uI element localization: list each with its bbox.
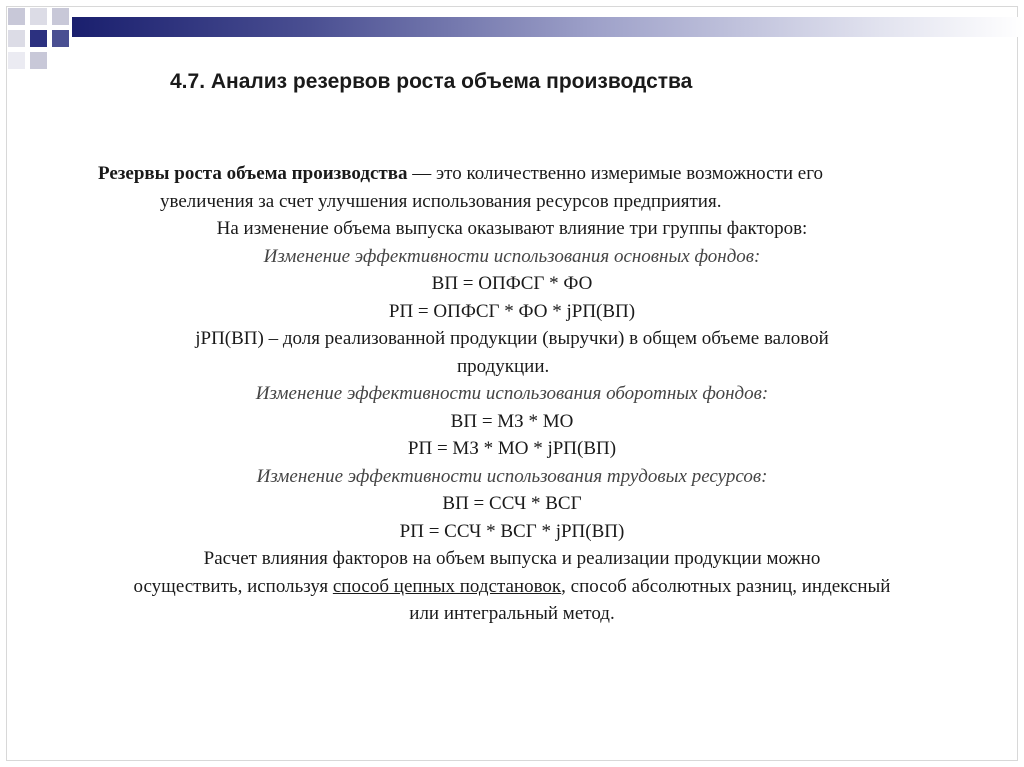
conclusion-text-pre: осуществить, используя — [133, 575, 333, 597]
intro-text: На изменение объема выпуска оказывают влияние три группы факторов: — [216, 218, 808, 239]
decor-square — [8, 30, 25, 47]
group3-heading: Изменение эффективности использования трудовых ресурсов: — [256, 465, 768, 487]
decor-square — [8, 52, 25, 69]
slide-title: 4.7. Анализ резервов роста объема производства — [170, 70, 693, 93]
header-gradient-bar — [72, 17, 1024, 37]
decor-square — [8, 8, 25, 25]
definition-term: Резервы роста объема производства — [98, 163, 408, 184]
conclusion-line-3: или интегральный метод. — [409, 603, 615, 624]
decor-square — [30, 30, 47, 47]
group3-formula-1: ВП = ССЧ * ВСГ — [442, 493, 582, 514]
group3-formula-2: РП = ССЧ * ВСГ * jРП(ВП) — [399, 520, 625, 542]
decor-square — [52, 30, 69, 47]
conclusion-line-2 — [40, 573, 984, 601]
decor-square — [52, 8, 69, 25]
group1-heading: Изменение эффективности использования основных фондов: — [263, 245, 761, 267]
definition-line-2: увеличения за счет улучшения использования ресурсов предприятия. — [160, 190, 722, 212]
group1-note-line-2: продукции. — [457, 355, 550, 377]
definition-text: — это количественно измеримые возможности его — [407, 163, 824, 184]
conclusion-line-1: Расчет влияния факторов на объем выпуска и реализации продукции можно — [203, 548, 821, 569]
definition-line-1 — [40, 160, 984, 188]
chain-substitution-link[interactable]: способ цепных подстановок — [332, 575, 562, 597]
decor-square — [30, 52, 47, 69]
slide-body — [40, 160, 984, 628]
group1-formula-1: ВП = ОПФСГ * ФО — [431, 273, 593, 294]
decor-square — [30, 8, 47, 25]
group2-formula-2: РП = МЗ * МО * jРП(ВП) — [407, 438, 617, 459]
group1-note-line-1: jРП(ВП) – доля реализованной продукции (выручки) в общем объеме валовой — [195, 328, 829, 349]
group2-formula-1: ВП = МЗ * МО — [450, 410, 574, 432]
conclusion-text-post: , способ абсолютных разниц, индексный — [561, 575, 891, 597]
group2-heading: Изменение эффективности использования оборотных фондов: — [255, 383, 769, 404]
group1-formula-2: РП = ОПФСГ * ФО * jРП(ВП) — [388, 300, 636, 322]
